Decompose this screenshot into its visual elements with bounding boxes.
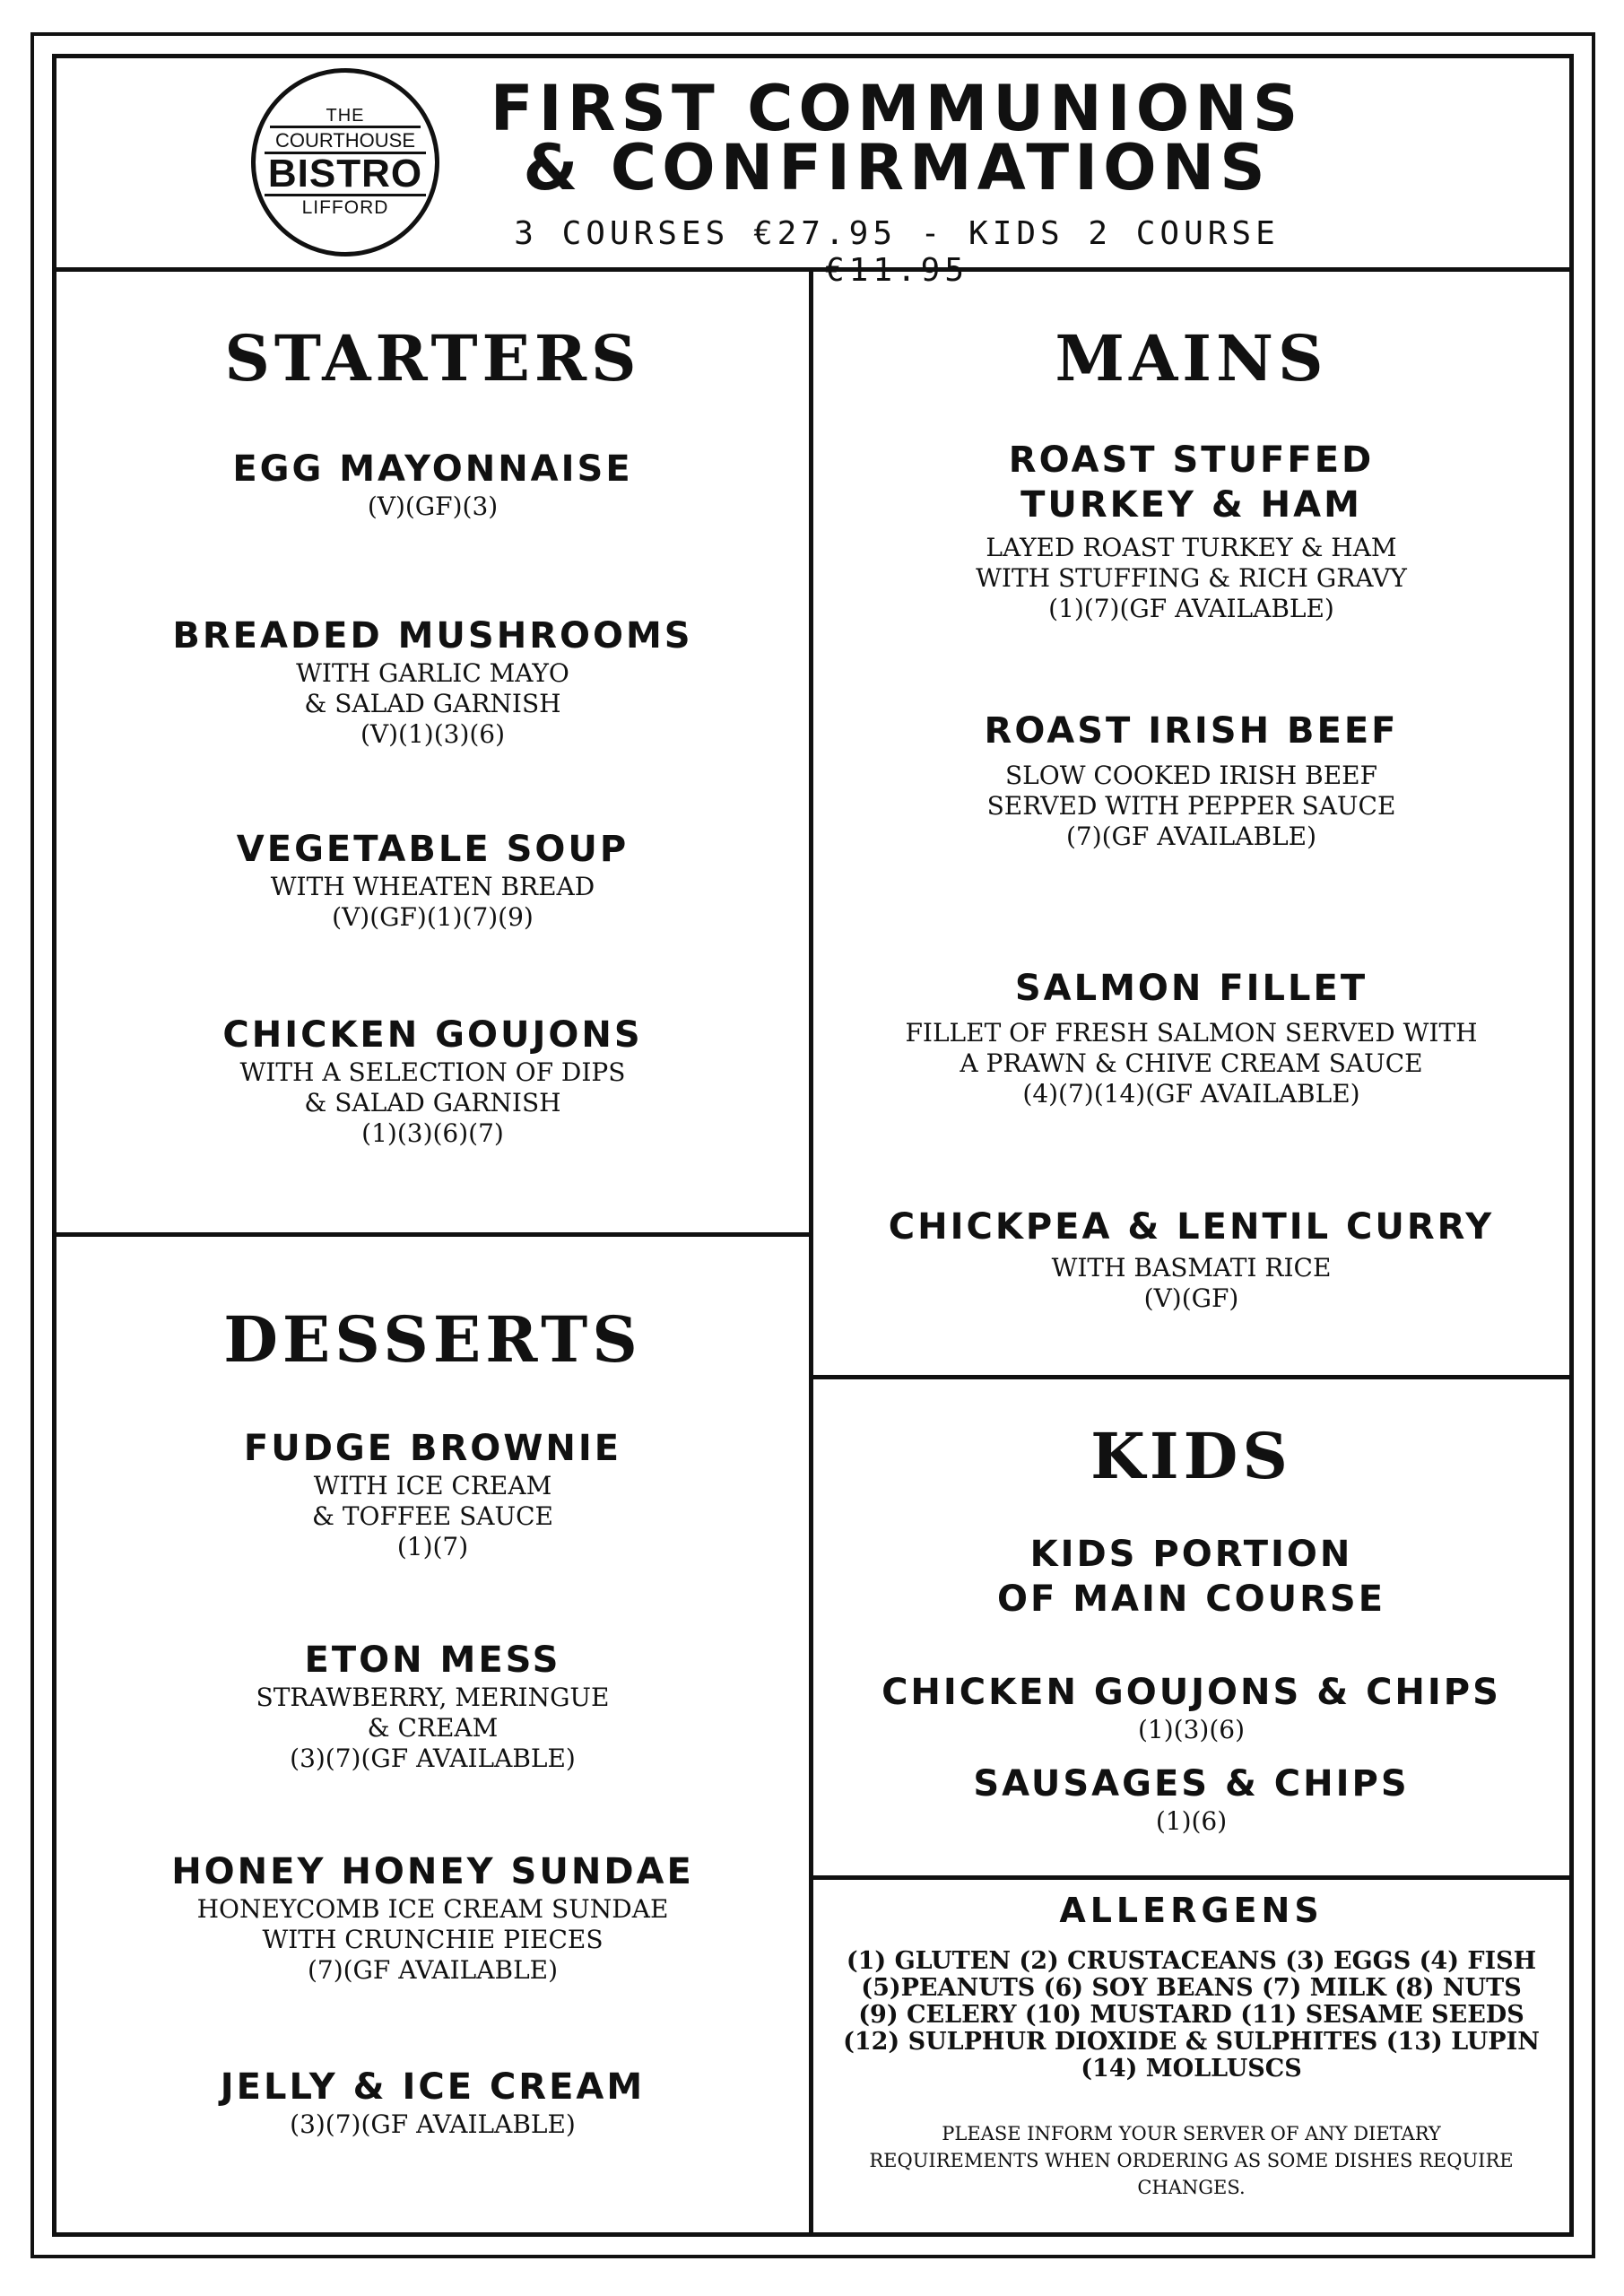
item-desc: WITH WHEATEN BREAD: [270, 872, 595, 901]
item-desc: WITH A SELECTION OF DIPS: [239, 1057, 626, 1087]
item-desc: HONEYCOMB ICE CREAM SUNDAE: [196, 1894, 669, 1924]
item-desc: (V)(1)(3)(6): [360, 719, 506, 749]
menu-item: [56, 613, 809, 750]
page-title-line1: FIRST COMMUNIONS: [490, 72, 1304, 145]
item-desc: SLOW COOKED IRISH BEEF: [1004, 761, 1378, 790]
menu-item: [56, 1638, 809, 1774]
item-desc: (V)(GF): [1143, 1283, 1239, 1313]
logo-text-the: THE: [326, 105, 365, 126]
item-desc: WITH CRUNCHIE PIECES: [262, 1925, 604, 1954]
menu-item: [813, 1205, 1569, 1314]
allergen-line: (9) CELERY (10) MUSTARD (11) SESAME SEEDS: [858, 2001, 1524, 2029]
allergen-line: (5)PEANUTS (6) SOY BEANS (7) MILK (8) NUTS: [861, 1974, 1522, 2002]
item-desc: (7)(GF AVAILABLE): [1065, 822, 1317, 851]
item-desc: STRAWBERRY, MERINGUE: [256, 1683, 610, 1712]
item-desc: (1)(6): [1155, 1806, 1228, 1836]
allergen-list: [813, 1948, 1569, 2083]
item-name: ETON MESS: [304, 1639, 561, 1681]
item-name: VEGETABLE SOUP: [236, 829, 630, 870]
notice-line: REQUIREMENTS WHEN ORDERING AS SOME DISHES REQUIRE: [869, 2150, 1514, 2171]
mains-heading: MAINS: [1055, 321, 1328, 396]
notice-line: PLEASE INFORM YOUR SERVER OF ANY DIETARY: [942, 2123, 1441, 2144]
item-desc: & SALAD GARNISH: [304, 689, 561, 718]
menu-item: [56, 1426, 809, 1562]
logo-text-courthouse: COURTHOUSE: [270, 126, 421, 152]
notice-line: CHANGES.: [1137, 2177, 1246, 2198]
item-desc: & TOFFEE SAUCE: [312, 1501, 553, 1531]
logo-text-bistro: BISTRO: [265, 152, 426, 196]
item-name: TURKEY & HAM: [1020, 484, 1362, 526]
item-desc: SERVED WITH PEPPER SAUCE: [986, 791, 1396, 821]
item-desc: FILLET OF FRESH SALMON SERVED WITH: [905, 1018, 1478, 1048]
item-desc: A PRAWN & CHIVE CREAM SAUCE: [960, 1048, 1423, 1078]
item-name: EGG MAYONNAISE: [232, 448, 633, 490]
menu-item: [813, 1761, 1569, 1837]
allergen-line: (1) GLUTEN (2) CRUSTACEANS (3) EGGS (4) FISH: [846, 1947, 1537, 1975]
item-desc: WITH BASMATI RICE: [1051, 1253, 1332, 1283]
item-desc: (3)(7)(GF AVAILABLE): [290, 1744, 576, 1773]
item-desc: (4)(7)(14)(GF AVAILABLE): [1022, 1079, 1360, 1109]
logo-text-lifford: LIFFORD: [301, 196, 389, 218]
item-name: HONEY HONEY SUNDAE: [171, 1851, 694, 1892]
item-name: JELLY & ICE CREAM: [220, 2066, 646, 2108]
item-name: OF MAIN COURSE: [996, 1578, 1386, 1620]
starters-desserts-divider: [52, 1232, 811, 1237]
menu-item: [813, 1532, 1569, 1622]
menu-item: [56, 447, 809, 522]
page-title-line2: & CONFIRMATIONS: [523, 131, 1271, 204]
item-desc: (1)(3)(6): [1138, 1715, 1245, 1744]
item-desc: (7)(GF AVAILABLE): [307, 1955, 559, 1985]
item-desc: (V)(GF)(1)(7)(9): [332, 902, 534, 932]
allergen-line: (14) MOLLUSCS: [1081, 2055, 1302, 2083]
item-desc: WITH GARLIC MAYO: [296, 658, 569, 688]
item-name: BREADED MUSHROOMS: [172, 615, 693, 657]
desserts-heading: DESSERTS: [223, 1302, 642, 1377]
item-name: ROAST STUFFED: [1008, 439, 1375, 481]
item-desc: & CREAM: [367, 1713, 499, 1743]
item-desc: WITH ICE CREAM: [313, 1471, 552, 1500]
item-desc: (V)(GF)(3): [367, 491, 499, 521]
kids-allergens-divider: [809, 1875, 1574, 1880]
menu-item: [813, 966, 1569, 1109]
item-name: ROAST IRISH BEEF: [984, 710, 1399, 752]
item-name: FUDGE BROWNIE: [243, 1428, 622, 1469]
item-name: KIDS PORTION: [1029, 1534, 1353, 1575]
item-name: CHICKPEA & LENTIL CURRY: [888, 1206, 1495, 1248]
menu-item: [813, 1670, 1569, 1745]
menu-item: [56, 827, 809, 933]
price-subtitle: 3 COURSES €27.95 - KIDS 2 COURSE €11.95: [514, 215, 1280, 289]
item-desc: (1)(7)(GF AVAILABLE): [1048, 594, 1334, 623]
menu-item: [56, 1849, 809, 1986]
item-desc: & SALAD GARNISH: [304, 1088, 561, 1118]
mains-kids-divider: [809, 1375, 1574, 1379]
item-desc: WITH STUFFING & RICH GRAVY: [976, 563, 1407, 593]
item-desc: (1)(7): [396, 1532, 469, 1561]
menu-item: [813, 438, 1569, 624]
item-desc: (3)(7)(GF AVAILABLE): [290, 2109, 576, 2139]
item-name: CHICKEN GOUJONS: [222, 1014, 643, 1056]
item-name: SALMON FILLET: [1014, 968, 1368, 1009]
item-desc: LAYED ROAST TURKEY & HAM: [986, 533, 1397, 562]
dietary-notice: [813, 2120, 1569, 2201]
allergens-heading: ALLERGENS: [1059, 1891, 1324, 1930]
item-name: SAUSAGES & CHIPS: [973, 1763, 1410, 1805]
kids-heading: KIDS: [1090, 1419, 1292, 1493]
menu-item: [56, 2065, 809, 2140]
item-desc: (1)(3)(6)(7): [361, 1118, 504, 1148]
menu-item: [56, 1013, 809, 1149]
item-name: CHICKEN GOUJONS & CHIPS: [881, 1672, 1501, 1713]
starters-heading: STARTERS: [224, 321, 641, 396]
allergen-line: (12) SULPHUR DIOXIDE & SULPHITES (13) LUPIN: [843, 2028, 1540, 2056]
menu-item: [813, 709, 1569, 852]
bistro-logo: [251, 68, 439, 257]
